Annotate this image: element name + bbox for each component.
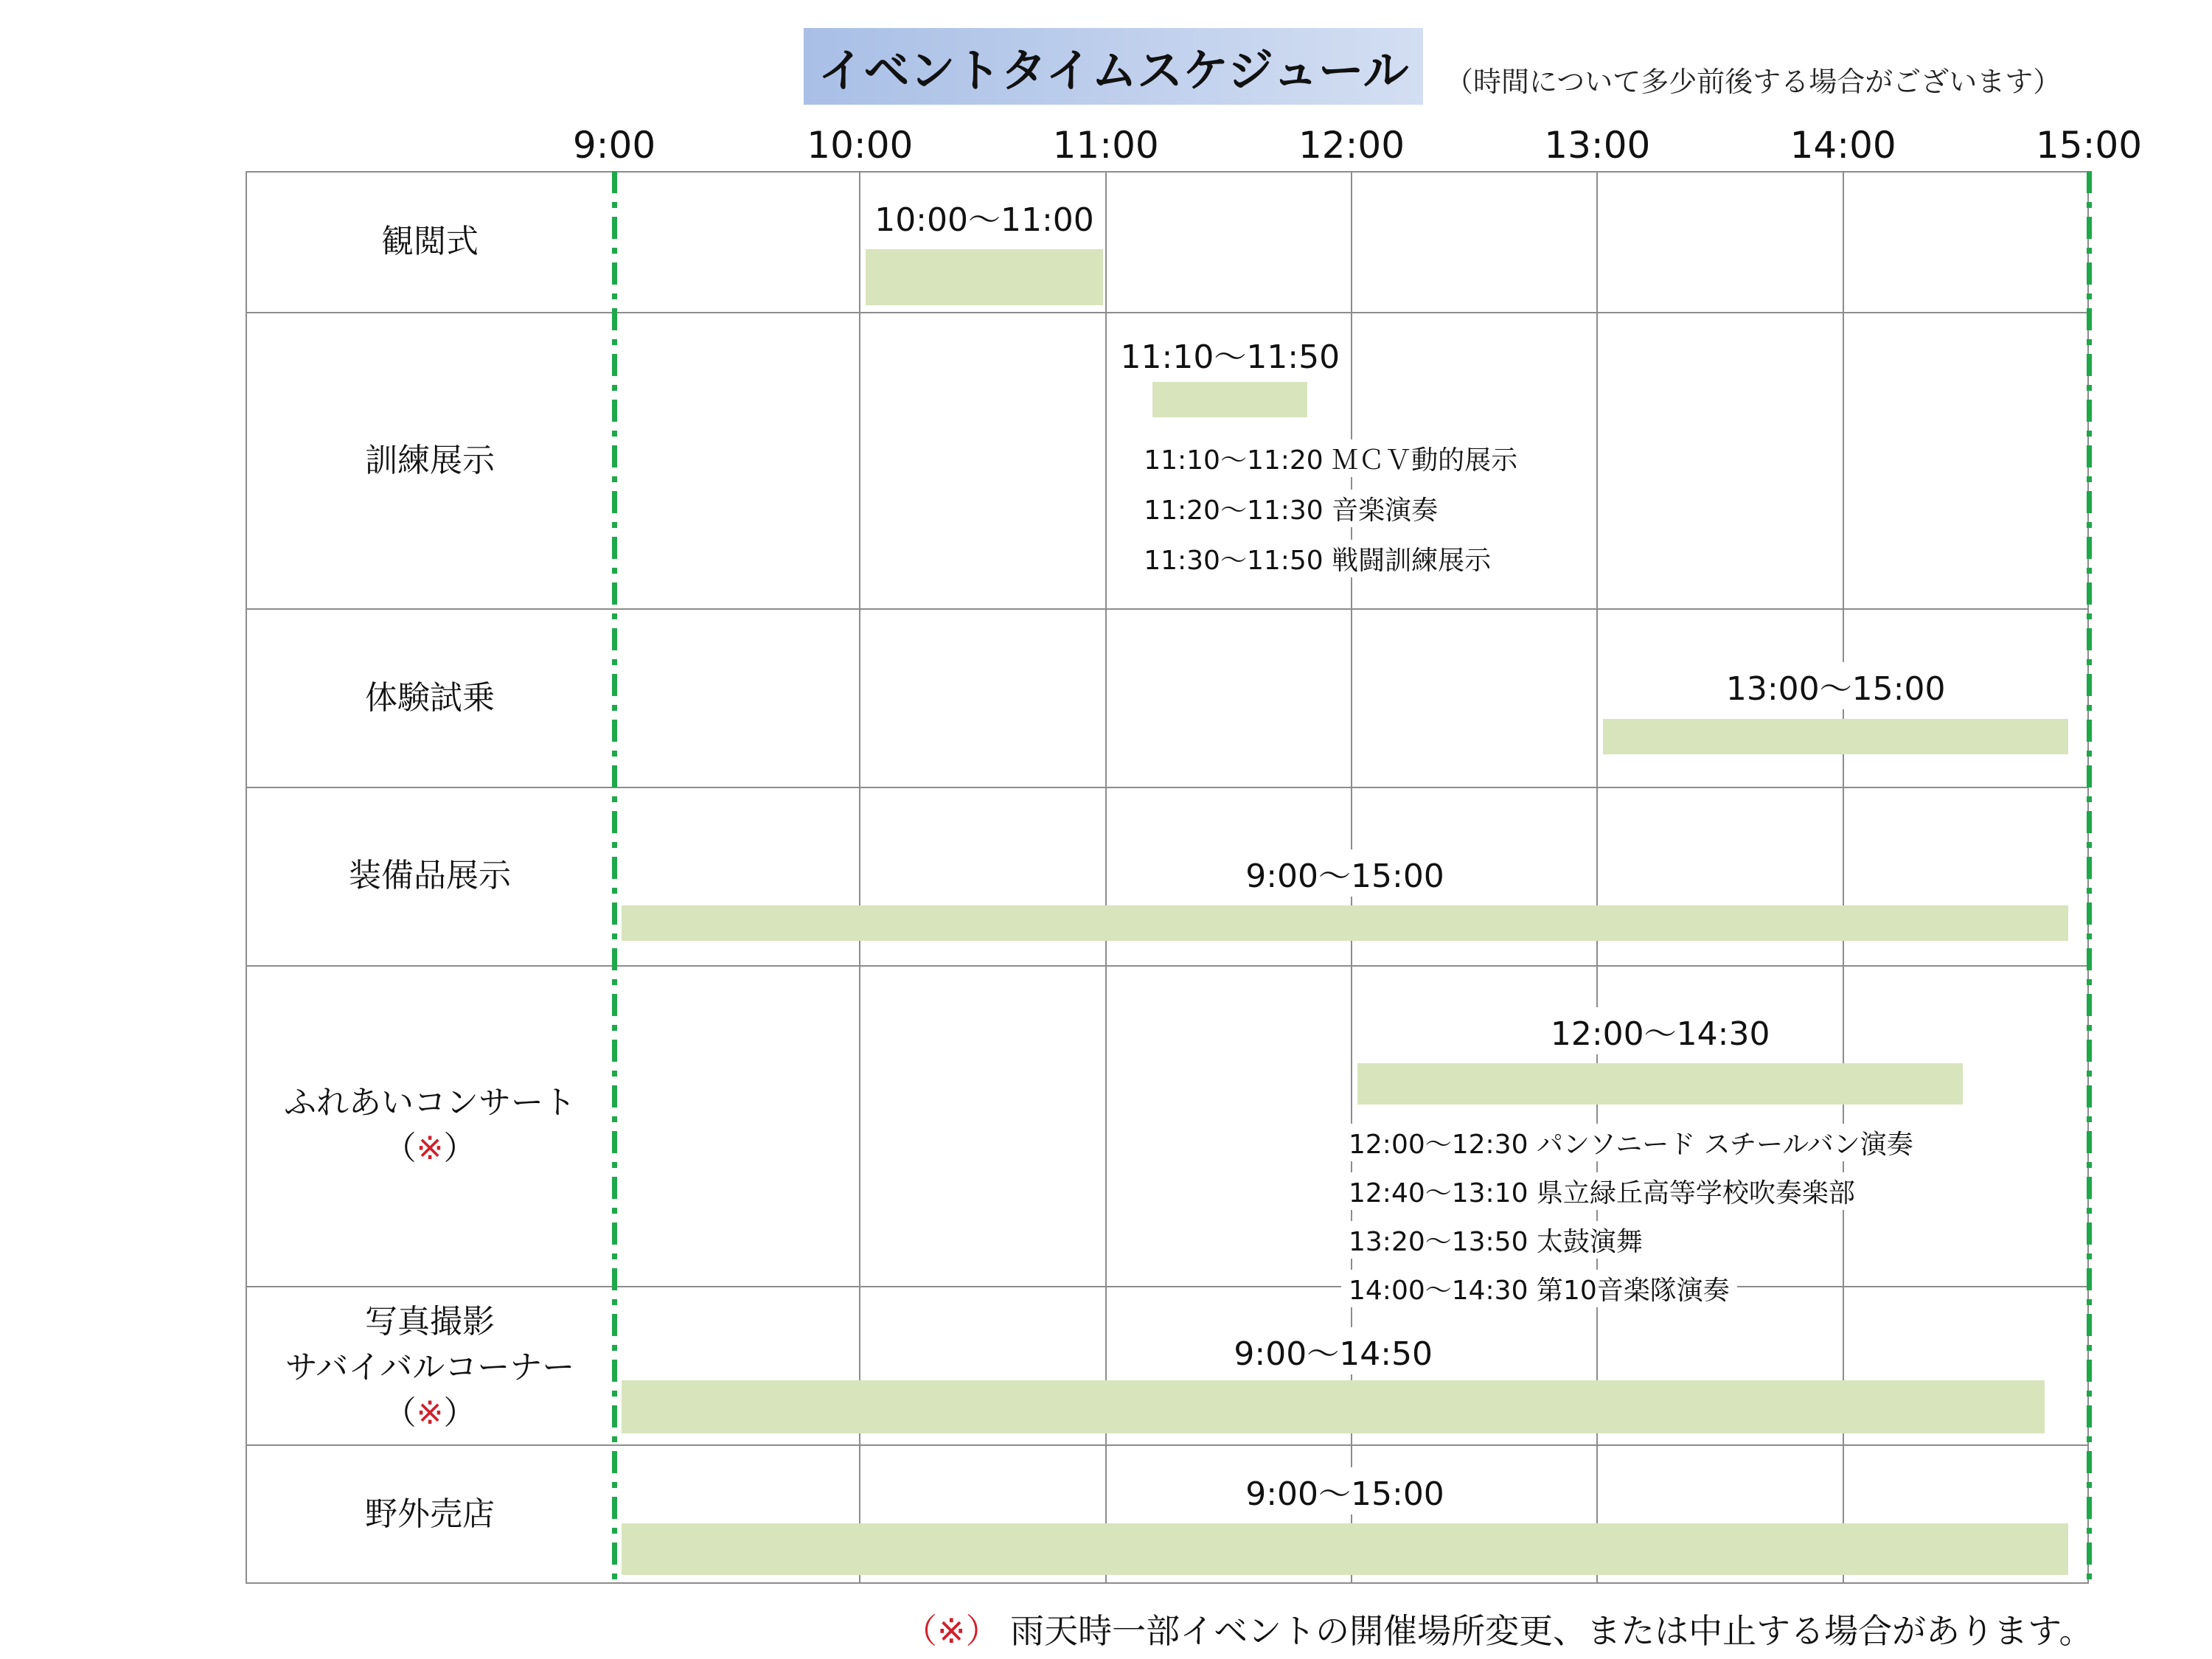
row-separator <box>246 787 2089 788</box>
program-detail: 12:40～13:10 県立緑丘高等学校吹奏楽部 <box>1341 1172 1863 1210</box>
program-detail: 11:10～11:20 ＭＣＶ動的展示 <box>1136 439 1525 477</box>
x-tick-label: 9:00 <box>572 124 656 167</box>
row-label <box>246 438 614 484</box>
row-separator <box>246 608 2089 610</box>
bar-time-label: 9:00～14:50 <box>1225 1327 1441 1374</box>
row-separator <box>246 312 2089 313</box>
program-detail: 11:20～11:30 音楽演奏 <box>1136 490 1445 527</box>
gridline-1000 <box>859 171 860 1584</box>
x-tick-label: 13:00 <box>1544 124 1651 167</box>
schedule-bar <box>1357 1063 1963 1105</box>
title-banner <box>804 28 1423 105</box>
schedule-bar <box>622 1380 2045 1433</box>
row-label <box>246 1492 614 1537</box>
schedule-bar <box>622 905 2068 941</box>
program-detail: 13:20～13:50 太鼓演舞 <box>1341 1221 1650 1259</box>
row-label <box>246 853 614 899</box>
footnote <box>903 1604 2093 1653</box>
row-label <box>246 1299 614 1436</box>
row-separator <box>246 965 2089 967</box>
bar-time-label: 13:00～15:00 <box>1717 662 1955 709</box>
row-label-line: 野外売店 <box>365 1495 495 1533</box>
row-label-line: 装備品展示 <box>349 857 511 894</box>
end-boundary-line <box>2087 171 2092 1584</box>
bar-time-label: 11:10～11:50 <box>1112 330 1349 378</box>
program-detail: 14:00～14:30 第10音楽隊演奏 <box>1341 1270 1737 1307</box>
program-detail: 11:30～11:50 戦闘訓練展示 <box>1136 540 1498 577</box>
row-separator <box>246 1444 2089 1446</box>
footnote-text: 雨天時一部イベントの開催場所変更、または中止する場合があります。 <box>999 1611 2093 1651</box>
gridline-1300 <box>1596 171 1598 1584</box>
bar-time-label: 12:00～14:30 <box>1542 1007 1779 1054</box>
x-tick-label: 14:00 <box>1790 124 1896 167</box>
program-detail: 12:00～12:30 パンソニード スチールバン演奏 <box>1341 1124 1921 1161</box>
row-label-line: サバイバルコーナー <box>285 1349 575 1386</box>
row-label <box>246 1080 614 1172</box>
row-label-line: 写真撮影 <box>365 1303 495 1340</box>
page-title: イベントタイムスケジュール <box>818 43 1409 97</box>
bar-time-label: 10:00～11:00 <box>866 193 1103 240</box>
bar-time-label: 9:00～15:00 <box>1237 849 1453 897</box>
row-label-line: ふれあいコンサート <box>284 1084 576 1121</box>
row-label-line: 観閲式 <box>381 223 479 260</box>
x-tick-label: 15:00 <box>2035 124 2143 167</box>
rain-note-mark: （※） <box>383 1130 476 1167</box>
row-label <box>246 675 614 721</box>
footnote-mark: （※） <box>903 1611 1000 1651</box>
gridline-1400 <box>1843 171 1844 1584</box>
row-separator <box>246 1286 2089 1287</box>
x-tick-label: 11:00 <box>1052 124 1159 167</box>
rain-note-mark: （※） <box>383 1394 476 1432</box>
schedule-bar <box>866 249 1102 305</box>
x-tick-label: 12:00 <box>1298 124 1405 167</box>
schedule-bar <box>1152 382 1307 417</box>
row-label-line: 訓練展示 <box>365 442 495 479</box>
bar-time-label: 9:00～15:00 <box>1237 1467 1453 1514</box>
schedule-bar <box>622 1523 2068 1575</box>
row-label-line: 体験試乗 <box>365 679 495 717</box>
subtitle: （時間について多少前後する場合がございます） <box>1445 66 2062 98</box>
schedule-bar <box>1603 719 2068 754</box>
row-label <box>246 219 614 265</box>
gridline-1100 <box>1105 171 1107 1584</box>
x-tick-label: 10:00 <box>807 124 914 167</box>
